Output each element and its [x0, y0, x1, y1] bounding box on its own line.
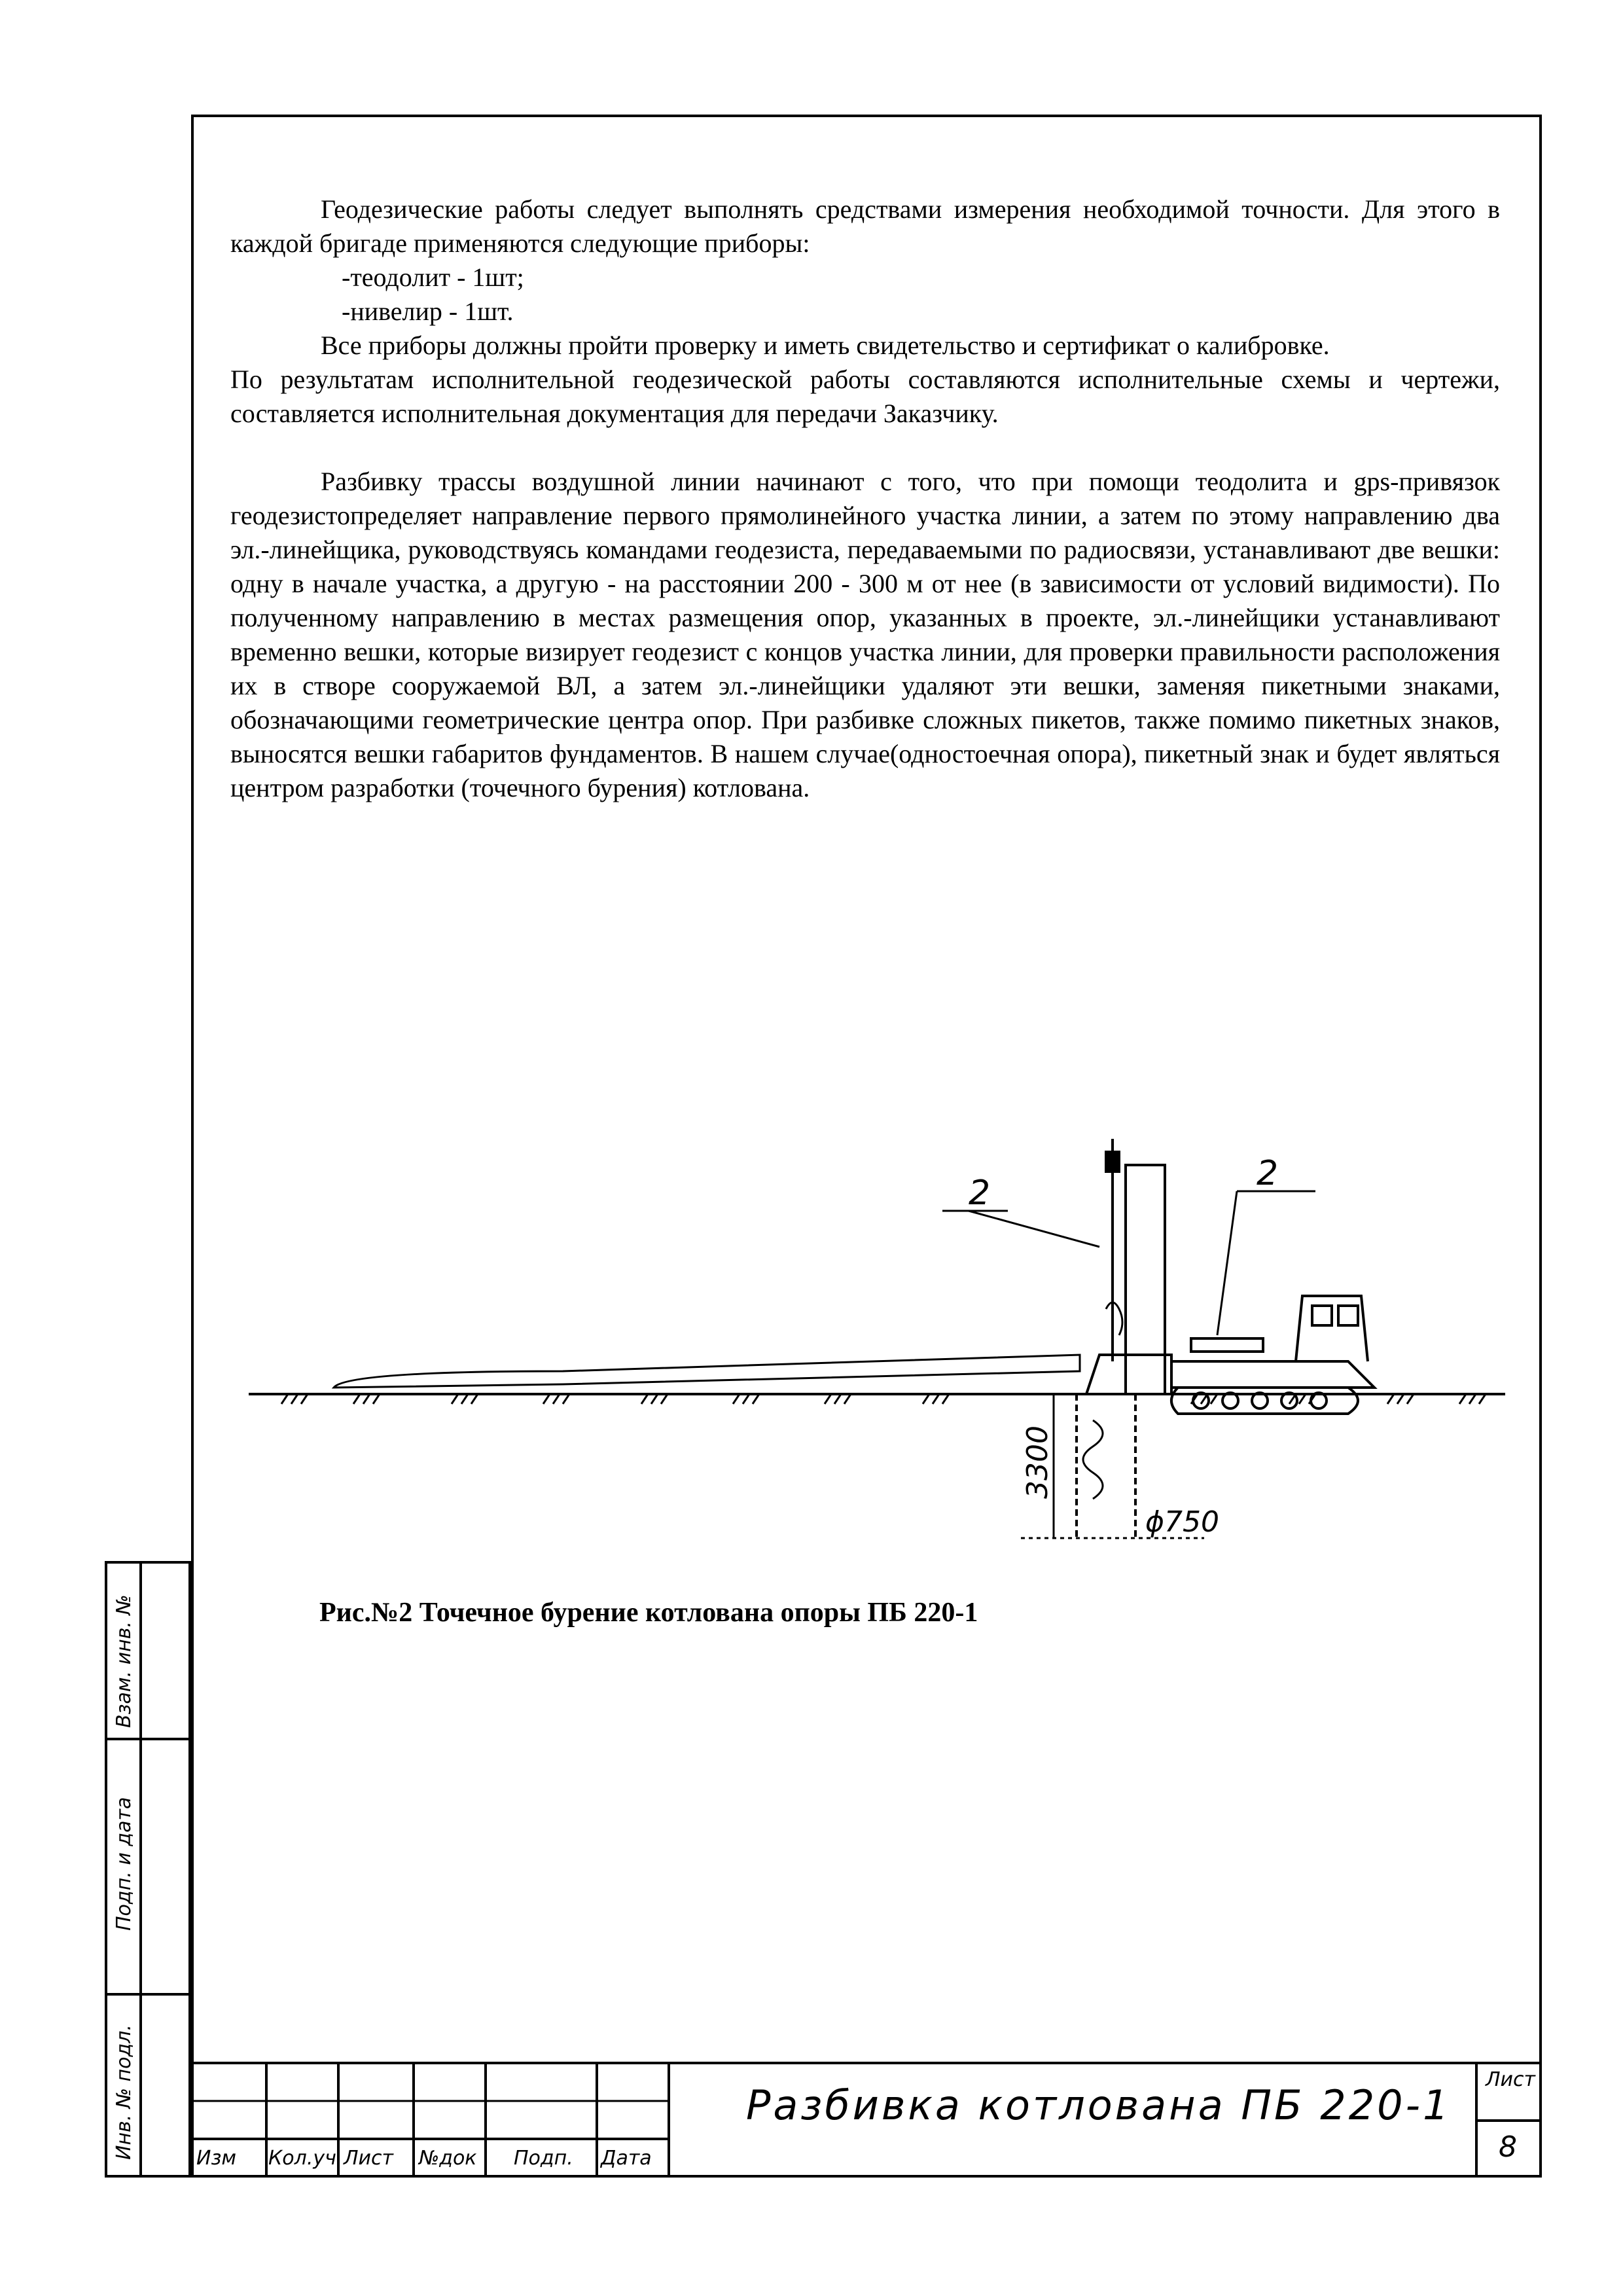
drilling-figure [236, 1113, 1518, 1571]
vehicle-track [1171, 1388, 1358, 1414]
col-podp: Подп. [514, 2147, 573, 2170]
pole-body [334, 1355, 1080, 1388]
list-item: -теодолит - 1шт; [342, 262, 524, 292]
sheet-label: Лист [1486, 2068, 1536, 2091]
paragraph-1: Геодезические работы следует выполнять средствами измерения необходимой точности. Для этого в каждой бригаде применяются следующие приборы: [230, 194, 1500, 258]
callout-left-label: 2 [969, 1174, 991, 1213]
rig-base [1086, 1355, 1171, 1394]
cab-window [1312, 1306, 1332, 1325]
callout-right-label: 2 [1257, 1154, 1279, 1193]
auger-top [1106, 1302, 1122, 1335]
cab-window [1338, 1306, 1358, 1325]
side-stamp-divider [105, 1738, 191, 1740]
callout-right-leader [1217, 1191, 1237, 1335]
paragraph-3: По результатам исполнительной геодезической работы составляются исполнительные схемы и чертежи, составляется исполнительная документация для передачи Заказчику. [230, 365, 1500, 428]
col-ndok: №док [419, 2147, 477, 2170]
inv-podl-label: Инв. № подл. [113, 2024, 135, 2160]
callout-left-leader [969, 1211, 1099, 1247]
col-izm: Изм [196, 2147, 237, 2170]
paragraph-2: Все приборы должны пройти проверку и иметь свидетельство и сертификат о калибровке. [321, 331, 1330, 360]
ground-hatching [281, 1394, 1486, 1404]
vzam-inv-label: Взам. инв. № [113, 1594, 135, 1728]
diameter-dim-label: ϕ750 [1145, 1505, 1220, 1539]
podp-data-label: Подп. и дата [113, 1797, 135, 1931]
auger-in-hole [1083, 1420, 1103, 1499]
depth-dim-label: 3300 [1021, 1426, 1054, 1499]
vehicle-platform [1191, 1338, 1263, 1352]
side-stamp-divider [139, 1561, 142, 2178]
sheet-number: 8 [1499, 2130, 1517, 2164]
rig-head [1106, 1152, 1119, 1172]
col-list: Лист [344, 2147, 394, 2170]
title-block-title: Разбивка котлована ПБ 220-1 [746, 2081, 1452, 2129]
figure-caption: Рис.№2 Точечное бурение котлована опоры ПБ 220-1 [319, 1598, 978, 1628]
paragraph-4: Разбивку трассы воздушной линии начинают с того, что при помощи теодолита и gps-привязок геодезистопределяет направление первого прямолинейного участка линии, а затем по этому направлению два эл.-линейщика, руководствуясь командами геодезиста, передаваемыми по радиосвязи, устанавливают две вешки: одну в начале участка, а другую - на расстоянии 200 - 300 м от нее (в зависимости от условий видимости). По полученному направлению в местах размещения опор, указанных в проекте, эл.-линейщики устанавливают временно вешки, которые визирует геодезист с концов участка линии, для проверки правильности расположения их в створе сооружаемой ВЛ, а затем эл.-линейщики удаляют эти вешки, заменяя пикетными знаками, обозначающими геометрические центра опор. При разбивке сложных пикетов, также помимо пикетных знаков, выносятся вешки габаритов фундаментов. В нашем случае(одностоечная опора), пикетный знак и будет являться центром разработки (точечного бурения) котлована. [230, 467, 1500, 802]
body-text [230, 192, 1500, 805]
side-stamp-divider [105, 1993, 191, 1996]
list-item: -нивелир - 1шт. [342, 296, 514, 326]
rig-mast [1126, 1165, 1165, 1394]
vehicle-hull [1171, 1361, 1374, 1388]
col-kol-uch: Кол.уч [268, 2147, 336, 2170]
col-data: Дата [601, 2147, 652, 2170]
